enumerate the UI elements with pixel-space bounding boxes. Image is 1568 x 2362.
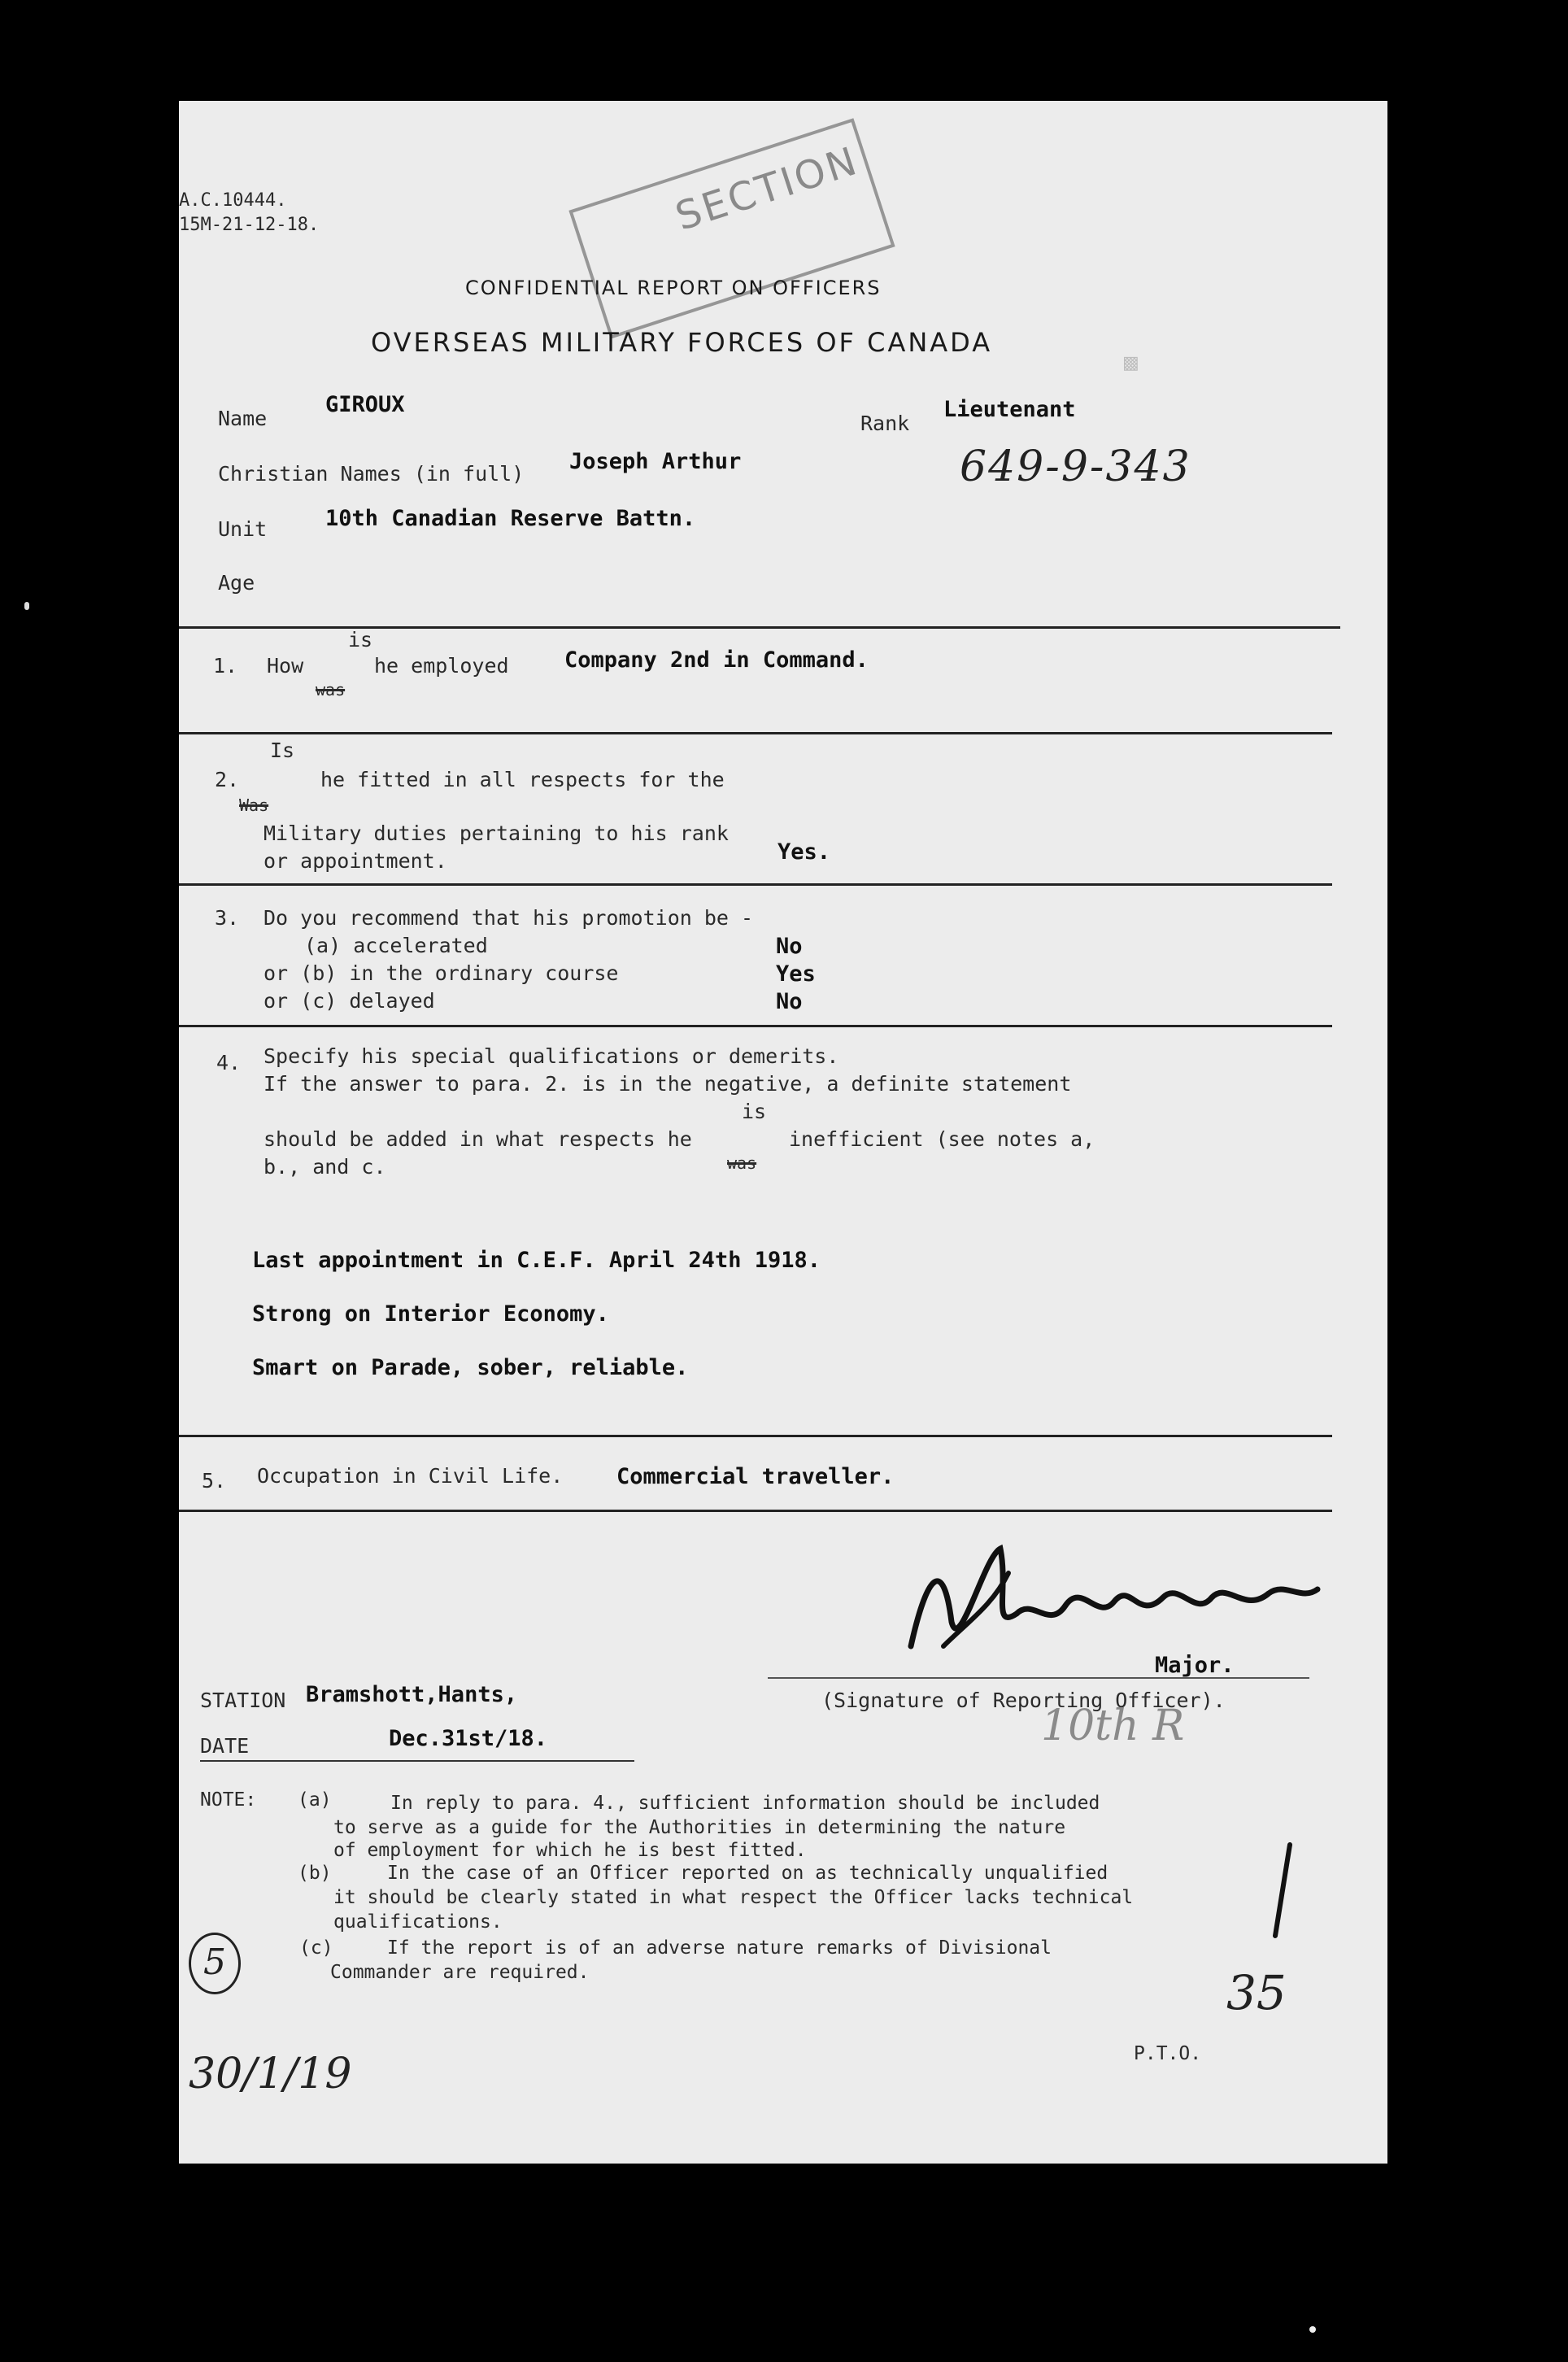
q1-employed: he employed — [374, 654, 509, 678]
unit-label: Unit — [218, 517, 268, 541]
signature-caption: (Signature of Reporting Officer). — [821, 1689, 1226, 1712]
q4-remark-2: Strong on Interior Economy. — [252, 1301, 609, 1327]
note-a-line3: of employment for which he is best fitted. — [333, 1840, 807, 1861]
date-value: Dec.31st/18. — [389, 1726, 548, 1751]
q4-text1: Specify his special qualifications or demerits. — [264, 1044, 839, 1068]
q2-text1: he fitted in all respects for the — [320, 768, 725, 791]
signature-rank: Major. — [1155, 1653, 1235, 1678]
q1-how: How — [267, 654, 304, 678]
q1-number: 1. — [213, 654, 238, 678]
q2-number: 2. — [215, 768, 240, 791]
pto-label: P.T.O. — [1134, 2043, 1202, 2064]
q3-c-answer: No — [776, 989, 803, 1014]
q3-number: 3. — [215, 906, 240, 930]
q2-struck-was: Was — [239, 795, 269, 815]
q3-a-answer: No — [776, 934, 803, 959]
q3-a-label: (a) accelerated — [304, 934, 488, 957]
report-sheet — [179, 101, 1387, 2164]
christian-names-label: Christian Names (in full) — [218, 462, 525, 486]
q3-b-answer: Yes — [776, 961, 816, 987]
note-b-line2: it should be clearly stated in what respect the Officer lacks technical — [333, 1887, 1134, 1908]
date-label: DATE — [200, 1734, 250, 1758]
margin-date-scrawl: 30/1/19 — [189, 2050, 352, 2098]
section-stamp — [568, 118, 895, 339]
margin-number: 35 — [1226, 1965, 1287, 2020]
q4-is: is — [742, 1100, 767, 1123]
name-value: GIROUX — [325, 392, 405, 417]
initials-pencil: 10th R — [1041, 1702, 1185, 1750]
q1-struck-was: was — [316, 680, 346, 699]
divider-5 — [179, 1435, 1332, 1437]
q4-text3a: should be added in what respects he — [264, 1127, 692, 1151]
unit-value: 10th Canadian Reserve Battn. — [325, 506, 696, 531]
film-speck — [1309, 2326, 1316, 2333]
station-value: Bramshott,Hants, — [306, 1682, 518, 1707]
film-speck — [24, 602, 29, 610]
doc-ref-line1: A.C.10444. — [179, 190, 287, 211]
name-label: Name — [218, 407, 268, 430]
note-label: NOTE: — [200, 1789, 257, 1811]
form-subtitle: OVERSEAS MILITARY FORCES OF CANADA — [371, 327, 993, 358]
file-number: 649-9-343 — [960, 442, 1191, 491]
q2-text3: or appointment. — [264, 849, 447, 873]
margin-stroke — [1267, 1841, 1300, 1939]
faint-stamp-mark: ▩ — [1122, 353, 1139, 373]
q3-b-label: or (b) in the ordinary course — [264, 961, 619, 985]
age-label: Age — [218, 571, 255, 595]
note-a-line2: to serve as a guide for the Authorities in determining the nature — [333, 1817, 1066, 1838]
rank-value: Lieutenant — [943, 397, 1076, 422]
q3-c-label: or (c) delayed — [264, 989, 435, 1013]
circled-number: 5 — [189, 1933, 241, 1994]
q5-number: 5. — [202, 1469, 227, 1493]
q1-answer: Company 2nd in Command. — [564, 647, 869, 673]
q3-text: Do you recommend that his promotion be - — [264, 906, 754, 930]
divider-2 — [179, 732, 1332, 734]
note-b-line1: In the case of an Officer reported on as technically unqualified — [387, 1863, 1108, 1884]
divider-3 — [179, 883, 1332, 886]
note-c-line2: Commander are required. — [330, 1962, 590, 1983]
rank-label: Rank — [860, 412, 910, 435]
note-a-line1: In reply to para. 4., sufficient information should be included — [390, 1793, 1100, 1814]
q4-remark-1: Last appointment in C.E.F. April 24th 1918. — [252, 1248, 821, 1273]
divider-6 — [179, 1510, 1332, 1512]
q4-text4: b., and c. — [264, 1155, 386, 1179]
q5-text: Occupation in Civil Life. — [257, 1464, 564, 1488]
q4-number: 4. — [216, 1051, 242, 1074]
q1-is: is — [348, 628, 373, 652]
form-title: CONFIDENTIAL REPORT ON OFFICERS — [465, 277, 882, 299]
note-a-tag: (a) — [298, 1789, 332, 1811]
q2-text2: Military duties pertaining to his rank — [264, 821, 729, 845]
station-label: STATION — [200, 1689, 286, 1712]
date-line — [200, 1760, 634, 1762]
note-b-tag: (b) — [298, 1863, 332, 1884]
divider-4 — [179, 1025, 1332, 1027]
note-c-line1: If the report is of an adverse nature remarks of Divisional — [387, 1937, 1052, 1959]
stamp-text: SECTION — [670, 137, 865, 240]
q4-text3b: inefficient (see notes a, — [789, 1127, 1095, 1151]
q4-struck-was: was — [727, 1153, 757, 1173]
q4-remark-3: Smart on Parade, sober, reliable. — [252, 1355, 689, 1380]
christian-names-value: Joseph Arthur — [569, 449, 742, 474]
doc-ref-line2: 15M-21-12-18. — [179, 215, 320, 235]
note-b-line3: qualifications. — [333, 1911, 503, 1933]
q5-answer: Commercial traveller. — [616, 1464, 895, 1489]
q2-answer: Yes. — [777, 839, 831, 865]
q4-text2: If the answer to para. 2. is in the negative, a definite statement — [264, 1072, 1072, 1096]
note-c-tag: (c) — [299, 1937, 333, 1959]
officer-signature — [895, 1524, 1350, 1663]
q2-is: Is — [270, 739, 295, 762]
